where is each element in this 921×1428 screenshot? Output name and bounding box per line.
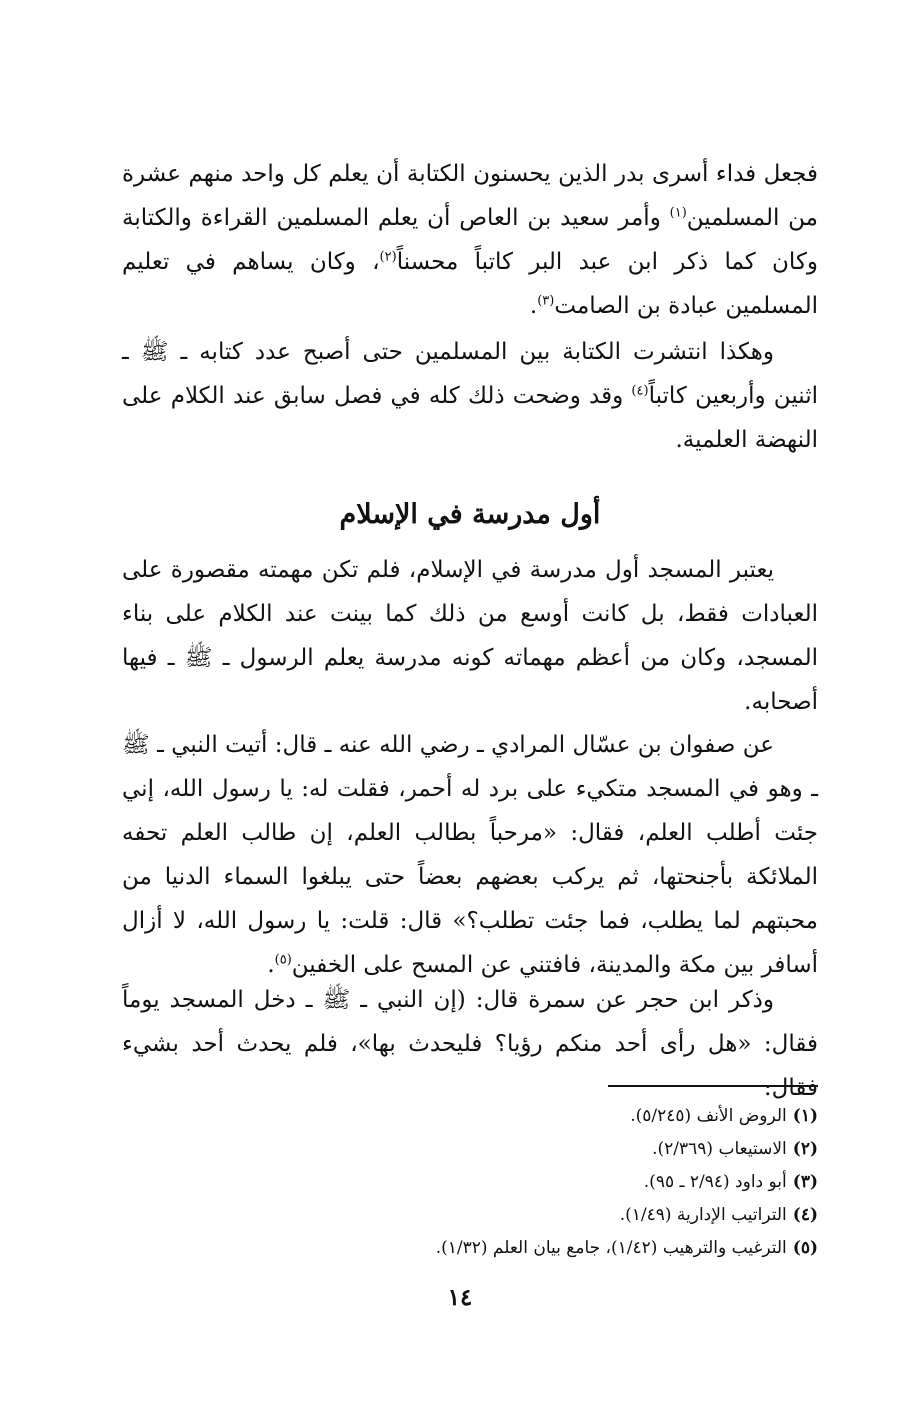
paragraph-3-text: يعتبر المسجد أول مدرسة في الإسلام، فلم تكن مهمته مقصورة على العبادات فقط، بل كانت أوسع من ذلك كما بينت عند الكلام على بناء المسجد، وكان من أعظم مهماته كونه مدرسة يعلم الرسول ـ ﷺ ـ فيها أصحابه.: [122, 557, 818, 715]
paragraph-3: [122, 548, 818, 724]
footnote-text: الاستيعاب (٢/٣٦٩).: [652, 1139, 787, 1159]
paragraph-2: [122, 330, 818, 462]
footnote-text: أبو داود (٢/٩٤ ـ ٩٥).: [643, 1172, 787, 1192]
footnote-text: التراتيب الإدارية (١/٤٩).: [619, 1205, 787, 1225]
footnote-ref-4: (٤): [631, 383, 649, 399]
footnote-separator: [608, 1085, 818, 1087]
footnote-ref-3: (٣): [537, 293, 555, 309]
paragraph-4-part-a: عن صفوان بن عسّال المرادي ـ رضي الله عنه ـ قال: أتيت النبي ـ ﷺ ـ وهو في المسجد متكيء على برد له أحمر، فقلت له: يا رسول الله، إني جئت أطلب العلم، فقال: «مرحباً بطالب العلم، إن طالب العلم تحفه الملائكة بأجنحتها، ثم يركب بعضهم بعضاً حتى يبلغوا السماء الدنيا من محبتهم لما يطلب، فما جئت تطلب؟» قال: قلت: يا رسول الله، لا أزال أسافر بين مكة والمدينة، فافتني عن المسح على الخفين: [122, 732, 818, 978]
paragraph-1-part-c: ، وكان يساهم في تعليم المسلمين عبادة بن الصامت: [122, 249, 818, 319]
paragraph-1-part-a: فجعل فداء أسرى بدر الذين يحسنون الكتابة أن يعلم كل واحد منهم عشرة من المسلمين: [122, 161, 819, 231]
footnote-number: (٢): [792, 1139, 818, 1159]
footnote-ref-2: (٢): [379, 249, 397, 265]
paragraph-5: [122, 978, 818, 1110]
page-number: ١٤: [447, 1284, 473, 1311]
footnote-text: الترغيب والترهيب (١/٤٢)، جامع بيان العلم (١/٣٢).: [435, 1238, 787, 1258]
footnote-number: (١): [792, 1106, 818, 1126]
footnote-text: الروض الأنف (٥/٢٤٥).: [630, 1106, 787, 1126]
paragraph-1-part-b: وأمر سعيد بن العاص أن يعلم المسلمين القراءة والكتابة وكان كما ذكر ابن عبد البر كاتباً محسناً: [122, 205, 819, 275]
section-heading: أول مدرسة في الإسلام: [339, 499, 601, 530]
footnote-number: (٤): [792, 1205, 818, 1225]
paragraph-4: [122, 723, 818, 987]
paragraph-4-part-b: .: [267, 952, 275, 978]
footnote: [300, 1199, 818, 1232]
footnotes: [300, 1100, 818, 1265]
paragraph-1-part-d: .: [529, 293, 538, 319]
footnote: [300, 1166, 818, 1199]
footnote: [300, 1133, 818, 1166]
paragraph-1: [122, 152, 818, 328]
footnote: [300, 1100, 818, 1133]
footnote-ref-5: (٥): [274, 952, 292, 968]
paragraph-2-part-b: وقد وضحت ذلك كله في فصل سابق عند الكلام على النهضة العلمية.: [122, 383, 818, 453]
footnote: [300, 1232, 818, 1265]
footnote-number: (٥): [792, 1238, 818, 1258]
paragraph-5-text: وذكر ابن حجر عن سمرة قال: (إن النبي ـ ﷺ ـ دخل المسجد يوماً فقال: «هل رأى أحد منكم رؤيا؟ فليحدث بها»، فلم يحدث أحد بشيء فقال:: [122, 987, 818, 1101]
paragraph-2-part-a: وهكذا انتشرت الكتابة بين المسلمين حتى أصبح عدد كتابه ـ ﷺ ـ اثنين وأربعين كاتباً: [122, 339, 818, 409]
footnote-ref-1: (١): [669, 205, 687, 221]
footnote-number: (٣): [792, 1172, 818, 1192]
